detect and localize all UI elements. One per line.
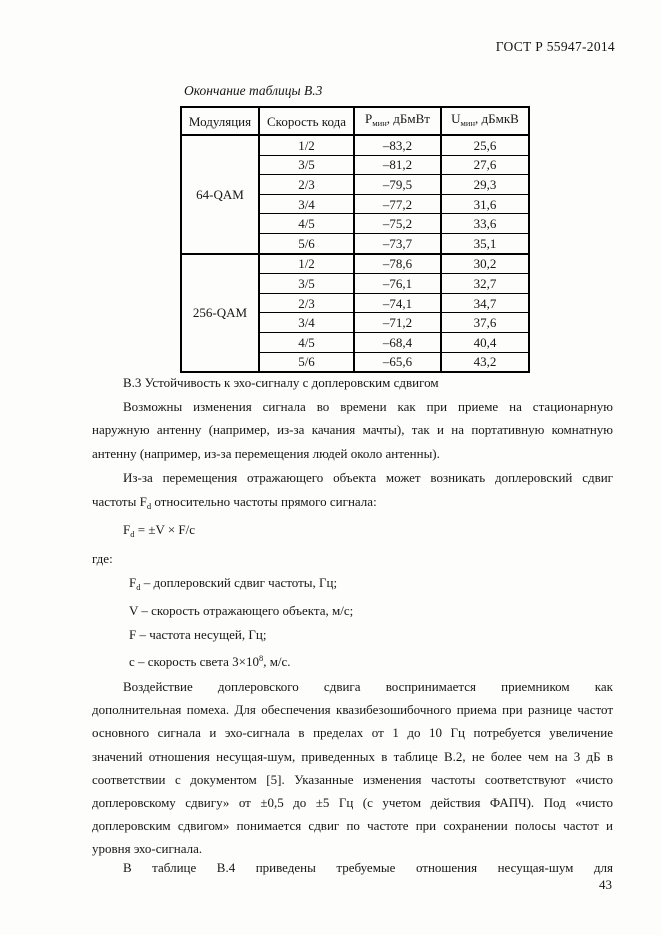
u-min-cell: 29,3 <box>441 175 529 195</box>
text-line: уровня эхо-сигнала. <box>92 841 203 857</box>
text-line: доплеровским сдвигом» понимается сдвиг по частоте при сохранении полосы частот и <box>92 818 613 834</box>
text-line: наружную антенну (например, из-за качания мачты), так и на портативную комнатную <box>92 422 613 438</box>
text-line: антенну (например, из-за перемещения людей около антенны). <box>92 446 440 462</box>
section-heading: В.3 Устойчивость к эхо-сигналу с доплеровским сдвигом <box>123 375 439 390</box>
text-line <box>92 490 613 519</box>
p-min-cell: –75,2 <box>354 214 441 234</box>
text-line: доплеровскому сдвигу» от ±0,5 до ±5 Гц (с учетом действия ФАПЧ). Под «чисто <box>92 795 613 811</box>
p-min-cell: –68,4 <box>354 332 441 352</box>
text-segment: Скорость кода <box>267 113 346 129</box>
doppler-effect-paragraph <box>92 675 613 861</box>
text-line <box>92 647 613 674</box>
code-rate-cell: 3/4 <box>259 194 354 214</box>
code-rate-cell: 2/3 <box>259 293 354 313</box>
p-min-cell: –73,7 <box>354 233 441 253</box>
sup-text: 8 <box>258 652 264 663</box>
text-segment: P <box>365 111 373 126</box>
code-rate-cell: 2/3 <box>259 175 354 195</box>
page-number: 43 <box>599 877 612 892</box>
sub-text: d <box>136 581 141 592</box>
text-line: соответствии с документом [5]. Указанные изменения частоты соответствуют «чисто <box>92 771 613 787</box>
text-segment: относительно частоты прямого сигнала: <box>151 493 377 509</box>
doppler-formula <box>92 518 613 547</box>
p-min-cell: –65,6 <box>354 352 441 372</box>
column-header <box>354 107 441 135</box>
text-segment: F <box>129 574 137 590</box>
code-rate-cell: 4/5 <box>259 214 354 234</box>
modulation-group-256-QAM <box>181 254 529 373</box>
code-rate-cell: 3/4 <box>259 313 354 333</box>
column-header <box>259 107 354 135</box>
u-min-cell: 34,7 <box>441 293 529 313</box>
code-rate-cell: 4/5 <box>259 332 354 352</box>
column-header <box>181 107 259 135</box>
modulation-group-64-QAM <box>181 135 529 254</box>
sub-text: мин <box>460 118 476 128</box>
table-caption: Окончание таблицы В.3 <box>184 83 323 98</box>
table-header <box>181 107 529 135</box>
text-line: основного сигнала и эхо-сигнала в пределах от 1 до 10 Гц потребуется увеличение <box>92 725 613 741</box>
p-min-cell: –77,2 <box>354 194 441 214</box>
text-segment: Модуляция <box>188 113 252 129</box>
text-line: F – частота несущей, Гц; <box>129 627 267 643</box>
p-min-cell: –79,5 <box>354 175 441 195</box>
sub-text: d <box>146 500 152 511</box>
text-line: где: <box>92 550 113 566</box>
p-min-cell: –74,1 <box>354 293 441 313</box>
u-min-cell: 32,7 <box>441 274 529 294</box>
p-min-cell: –76,1 <box>354 274 441 294</box>
text-segment: частоты F <box>92 493 147 509</box>
modulation-table <box>180 106 530 373</box>
u-min-cell: 30,2 <box>441 254 529 274</box>
u-min-cell: 37,6 <box>441 313 529 333</box>
u-min-cell: 27,6 <box>441 155 529 175</box>
code-rate-cell: 1/2 <box>259 135 354 155</box>
u-min-cell: 25,6 <box>441 135 529 155</box>
section-b3-text <box>92 371 613 673</box>
text-line: дополнительная помеха. Для обеспечения квазибезошибочного приема при разнице частот <box>92 702 613 718</box>
text-segment: – доплеровский сдвиг частоты, Гц; <box>140 574 338 590</box>
p-min-cell: –81,2 <box>354 155 441 175</box>
code-rate-cell: 3/5 <box>259 274 354 294</box>
u-min-cell: 43,2 <box>441 352 529 372</box>
u-min-cell: 31,6 <box>441 194 529 214</box>
u-min-cell: 35,1 <box>441 233 529 253</box>
p-min-cell: –78,6 <box>354 254 441 274</box>
text-line <box>92 571 613 600</box>
u-min-cell: 40,4 <box>441 332 529 352</box>
text-segment: , дБмкВ <box>475 111 519 126</box>
code-rate-cell: 5/6 <box>259 233 354 253</box>
text-segment: F <box>123 522 131 538</box>
column-header <box>441 107 529 135</box>
closing-paragraph <box>92 856 613 880</box>
code-rate-cell: 3/5 <box>259 155 354 175</box>
modulation-cell: 64-QAM <box>181 135 259 254</box>
sub-text: d <box>130 529 135 540</box>
text-line: V – скорость отражающего объекта, м/с; <box>129 603 354 619</box>
text-line: Возможны изменения сигнала во времени как при приеме на стационарную <box>123 398 613 414</box>
text-segment: U <box>451 111 461 126</box>
modulation-cell: 256-QAM <box>181 254 259 373</box>
sub-text: мин <box>372 118 387 128</box>
text-segment: , дБмВт <box>386 111 430 126</box>
text-segment: , м/с. <box>263 653 291 669</box>
text-line: Воздействие доплеровского сдвига воспринимается приемником как <box>123 679 613 694</box>
text-line: значений отношения несущая-шум, приведенных в таблице В.2, не более чем на 3 дБ в <box>92 748 613 764</box>
text-line: Из-за перемещения отражающего объекта может возникать доплеровский сдвиг <box>123 469 613 485</box>
text-segment: с – скорость света 3×10 <box>129 653 259 669</box>
p-min-cell: –83,2 <box>354 135 441 155</box>
table-row <box>181 254 529 274</box>
code-rate-cell: 5/6 <box>259 352 354 372</box>
text-segment: = ±V × F/c <box>134 522 196 538</box>
p-min-cell: –71,2 <box>354 313 441 333</box>
code-rate-cell: 1/2 <box>259 254 354 274</box>
text-line: В таблице В.4 приведены требуемые отношения несущая-шум для <box>123 860 613 875</box>
table-header-row <box>181 107 529 135</box>
u-min-cell: 33,6 <box>441 214 529 234</box>
standard-reference: ГОСТ Р 55947-2014 <box>495 39 615 54</box>
table-row <box>181 135 529 155</box>
